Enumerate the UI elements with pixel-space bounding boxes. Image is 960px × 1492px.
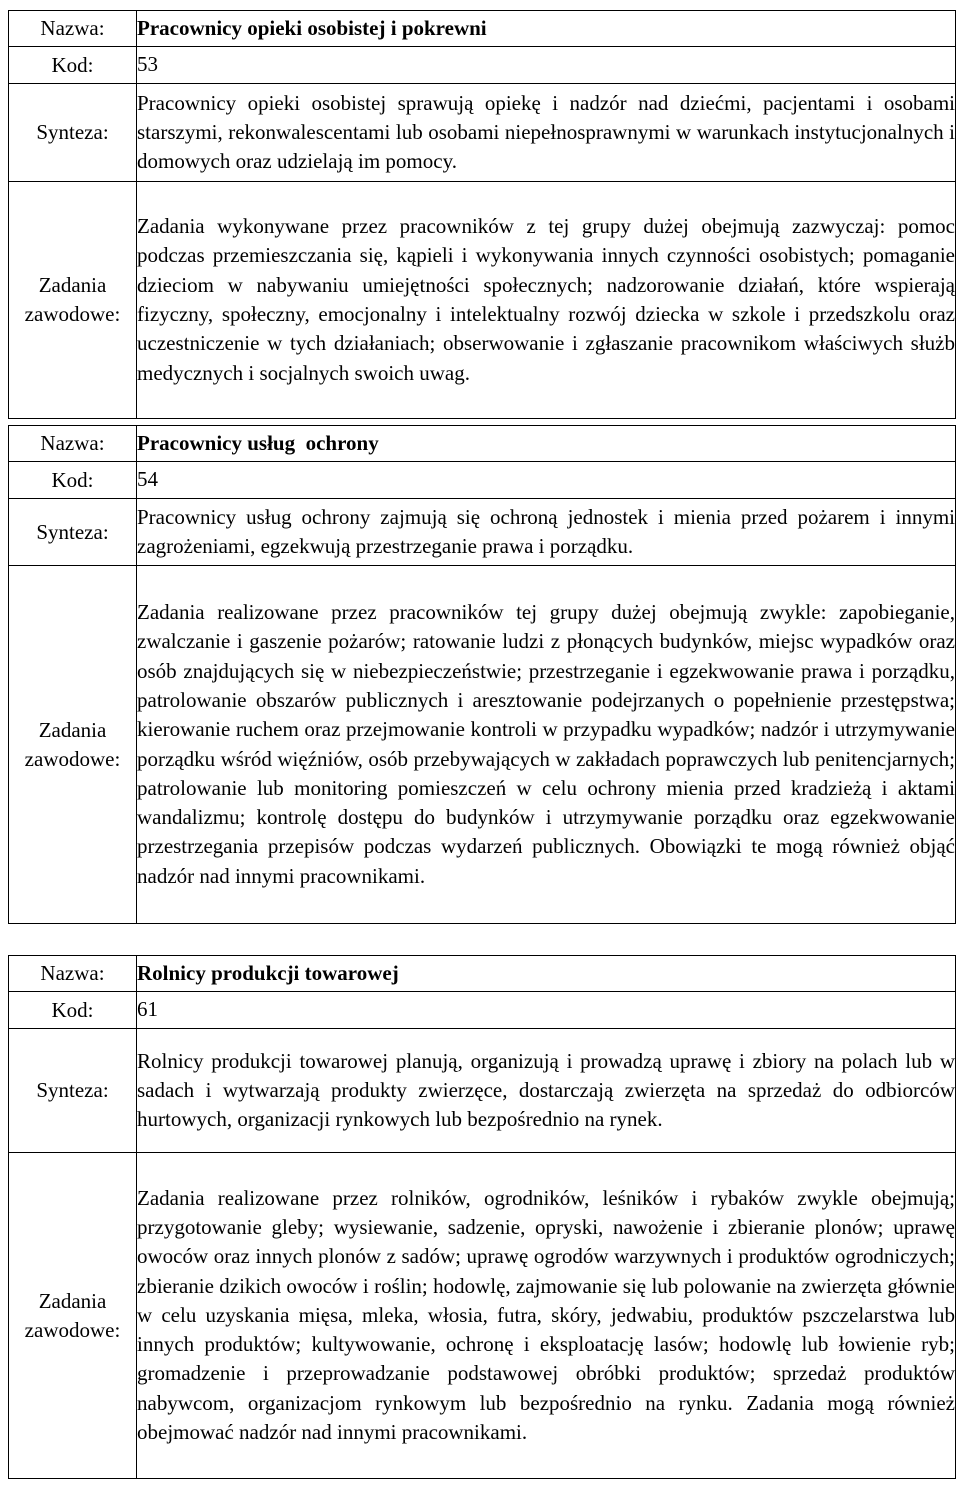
code-label: Kod: bbox=[9, 992, 137, 1029]
synthesis-text: Pracownicy usług ochrony zajmują się ochroną jednostek i mienia przed pożarem i innymi zagrożeniami, egzekwują przestrzeganie prawa i porządku. bbox=[137, 499, 956, 566]
occupation-code: 53 bbox=[137, 47, 956, 84]
synthesis-label: Synteza: bbox=[9, 499, 137, 566]
tasks-label-line2: zawodowe: bbox=[24, 302, 121, 326]
occupation-card-54 bbox=[8, 425, 956, 924]
synthesis-text: Rolnicy produkcji towarowej planują, organizują i prowadzą uprawę i zbiory na polach lub w sadach i wytwarzają produkty zwierzęce, dostarczają zwierzęta na sprzedaż do odbiorców hurtowych, organizacji rynkowych lub bezpośrednio na rynek. bbox=[137, 1029, 956, 1153]
tasks-label bbox=[9, 1153, 137, 1479]
tasks-label-line1: Zadania bbox=[38, 717, 107, 742]
tasks-text: Zadania realizowane przez pracowników tej grupy dużej obejmują zwykle: zapobieganie, zwalczanie i gaszenie pożarów; ratowanie ludzi z płonących budynków, miejsc wypadków oraz osób znajdujących się w niebezpieczeństwie; przestrzeganie i egzekwowanie prawa i porządku, patrolowanie obszarów publicznych i aresztowanie podejrzanych o popełnienie przestępstwa; kierowanie ruchem oraz przejmowanie kontroli w przypadku wypadków; nadzór i utrzymywanie porządku wśród więźniów, osób przebywających w zakładach poprawczych lub penitencjarnych; patrolowanie lub monitoring pomieszczeń w celu ochrony mienia przed kradzieżą i aktami wandalizmu; kontrolę dostępu do budynków i utrzymywanie porządku oraz egzekwowanie przestrzegania przepisów podczas wydarzeń publicznych. Obowiązki te mogą również objąć nadzór nad innymi pracownikami. bbox=[137, 566, 956, 924]
name-label: Nazwa: bbox=[9, 11, 137, 47]
tasks-label-line2: zawodowe: bbox=[24, 746, 121, 771]
tasks-label bbox=[9, 182, 137, 419]
tasks-label-line2: zawodowe: bbox=[24, 1317, 121, 1342]
tasks-label bbox=[9, 566, 137, 924]
occupation-card-53 bbox=[8, 10, 956, 419]
synthesis-label: Synteza: bbox=[9, 1029, 137, 1153]
occupation-code: 61 bbox=[137, 992, 956, 1029]
synthesis-label: Synteza: bbox=[9, 84, 137, 182]
code-label: Kod: bbox=[9, 47, 137, 84]
synthesis-text: Pracownicy opieki osobistej sprawują opiekę i nadzór nad dziećmi, pacjentami i osobami starszymi, rekonwalescentami lub osobami niepełnosprawnymi w warunkach instytucjonalnych i domowych oraz udzielają im pomocy. bbox=[137, 84, 956, 182]
occupation-name: Rolnicy produkcji towarowej bbox=[137, 956, 956, 992]
code-label: Kod: bbox=[9, 462, 137, 499]
occupation-name: Pracownicy opieki osobistej i pokrewni bbox=[137, 11, 956, 47]
name-label: Nazwa: bbox=[9, 956, 137, 992]
occupation-code: 54 bbox=[137, 462, 956, 499]
occupation-card-61 bbox=[8, 955, 956, 1479]
tasks-label-line1: Zadania bbox=[38, 1288, 107, 1313]
name-label: Nazwa: bbox=[9, 426, 137, 462]
tasks-text: Zadania realizowane przez rolników, ogrodników, leśników i rybaków zwykle obejmują; przygotowanie gleby; wysiewanie, sadzenie, opryski, nawożenie i zbieranie plonów; uprawę owoców oraz innych plonów z sadów; uprawę ogrodów warzywnych i produktów ogrodniczych; zbieranie dzikich owoców i roślin; hodowlę, zajmowanie się lub polowanie na zwierzęta głównie w celu uzyskania mięsa, mleka, włosia, futra, skóry, jedwabiu, produktów pszczelarstwa lub innych produktów; kultywowanie, ochronę i eksploatację lasów; hodowlę lub łowienie ryb; gromadzenie i przeprowadzanie podstawowej obróbki produktów; sprzedaż produktów nabywcom, organizacjom rynkowym lub bezpośrednio na rynku. Zadania mogą również obejmować nadzór nad innymi pracownikami. bbox=[137, 1153, 956, 1479]
tasks-text: Zadania wykonywane przez pracowników z tej grupy dużej obejmują zazwyczaj: pomoc podczas przemieszczania się, kąpieli i wykonywania innych czynności osobistych; pomaganie dzieciom w nabywaniu umiejętności społecznych; nadzorowanie działań, które wspierają fizyczny, społeczny, emocjonalny i intelektualny rozwój dziecka w szkole i przedszkolu oraz uczestniczenie w tych działaniach; obserwowanie i zgłaszanie pracownikom właściwych służb medycznych i socjalnych swoich uwag. bbox=[137, 182, 956, 419]
tasks-label-line1: Zadania bbox=[38, 273, 107, 297]
occupation-name: Pracownicy usług ochrony bbox=[137, 426, 956, 462]
